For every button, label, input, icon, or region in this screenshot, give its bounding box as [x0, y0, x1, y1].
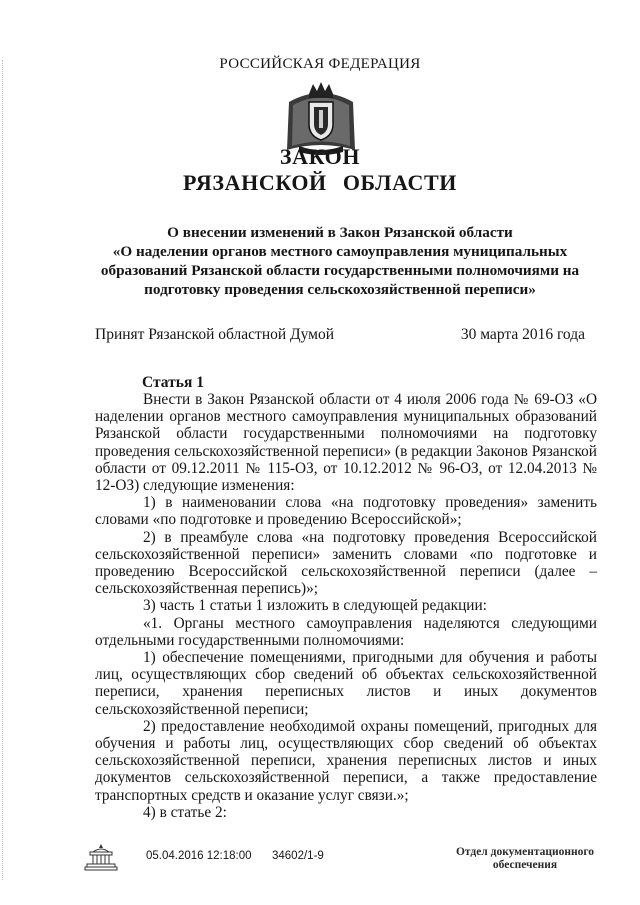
- law-subject: [90, 223, 590, 299]
- article-paragraph: «1. Органы местного самоуправления наделяются следующими отдельными государственными полномочиями:: [95, 614, 597, 649]
- article-paragraph: 2) предоставление необходимой охраны помещений, пригодных для обучения и работы лиц, осуществляющих сбор сведений об объектах сельскохозяйственной переписи, хранения переписных листов и иных документов сельскохозяйственной переписи, а также предоставление транспортных средств и оказание услуг связи.»;: [95, 717, 597, 804]
- registration-number: 34602/1-9: [272, 850, 324, 862]
- department-stamp: [445, 846, 605, 872]
- article-paragraph: 2) в преамбуле слова «на подготовку проведения Всероссийской сельскохозяйственной переписи» заменить словами «по подготовке и проведению Всероссийской сельскохозяйственной переписи (далее – сельскохозяйственная перепись)»;: [95, 528, 597, 598]
- article-body: [95, 391, 597, 821]
- adoption-date: 30 марта 2016 года: [460, 326, 585, 343]
- registration-datetime: 05.04.2016 12:18:00: [146, 850, 252, 862]
- article-paragraph: 1) обеспечение помещениями, пригодными для обучения и работы лиц, осуществляющих сбор сведений об объектах сельскохозяйственной переписи, хранения переписных листов и иных документов сельскохозяйственной переписи;: [95, 649, 597, 718]
- duma-building-icon: [84, 842, 118, 872]
- subject-line: О внесении изменений в Закон Рязанской области: [167, 224, 513, 241]
- adopted-by: Принят Рязанской областной Думой: [95, 326, 335, 343]
- subject-line: образований Рязанской области государственными полномочиями на: [100, 262, 580, 279]
- subject-line: подготовку проведения сельскохозяйственной переписи»: [144, 281, 536, 298]
- country-header: РОССИЙСКАЯ ФЕДЕРАЦИЯ: [219, 56, 421, 72]
- article-heading: Статья 1: [142, 374, 204, 391]
- law-title-line2: РЯЗАНСКОЙ ОБЛАСТИ: [182, 170, 458, 195]
- adoption-line: [95, 326, 585, 344]
- registration-footer: [0, 840, 640, 900]
- article-paragraph: Внести в Закон Рязанской области от 4 июля 2006 года № 69-ОЗ «О наделении органов местного самоуправления муниципальных образований Рязанской области государственными полномочиями на подготовку проведения сельскохозяйственной переписи» (в редакции Законов Рязанской области от 09.12.2011 № 115-ОЗ, от 10.12.2012 № 96-ОЗ, от 12.04.2013 № 12-ОЗ) следующие изменения:: [95, 391, 597, 495]
- article-paragraph: 1) в наименовании слова «на подготовку проведения» заменить словами «по подготовке и проведению Всероссийской»;: [95, 494, 597, 529]
- department-line: обеспечения: [492, 859, 558, 871]
- article-paragraph: 3) часть 1 статьи 1 изложить в следующей редакции:: [143, 597, 487, 615]
- law-title-line1: ЗАКОН: [279, 144, 361, 169]
- law-title: [0, 144, 640, 196]
- subject-line: «О наделении органов местного самоуправления муниципальных: [112, 243, 568, 260]
- article-paragraph: 4) в статье 2:: [143, 803, 227, 821]
- department-line: Отдел документационного: [455, 846, 595, 858]
